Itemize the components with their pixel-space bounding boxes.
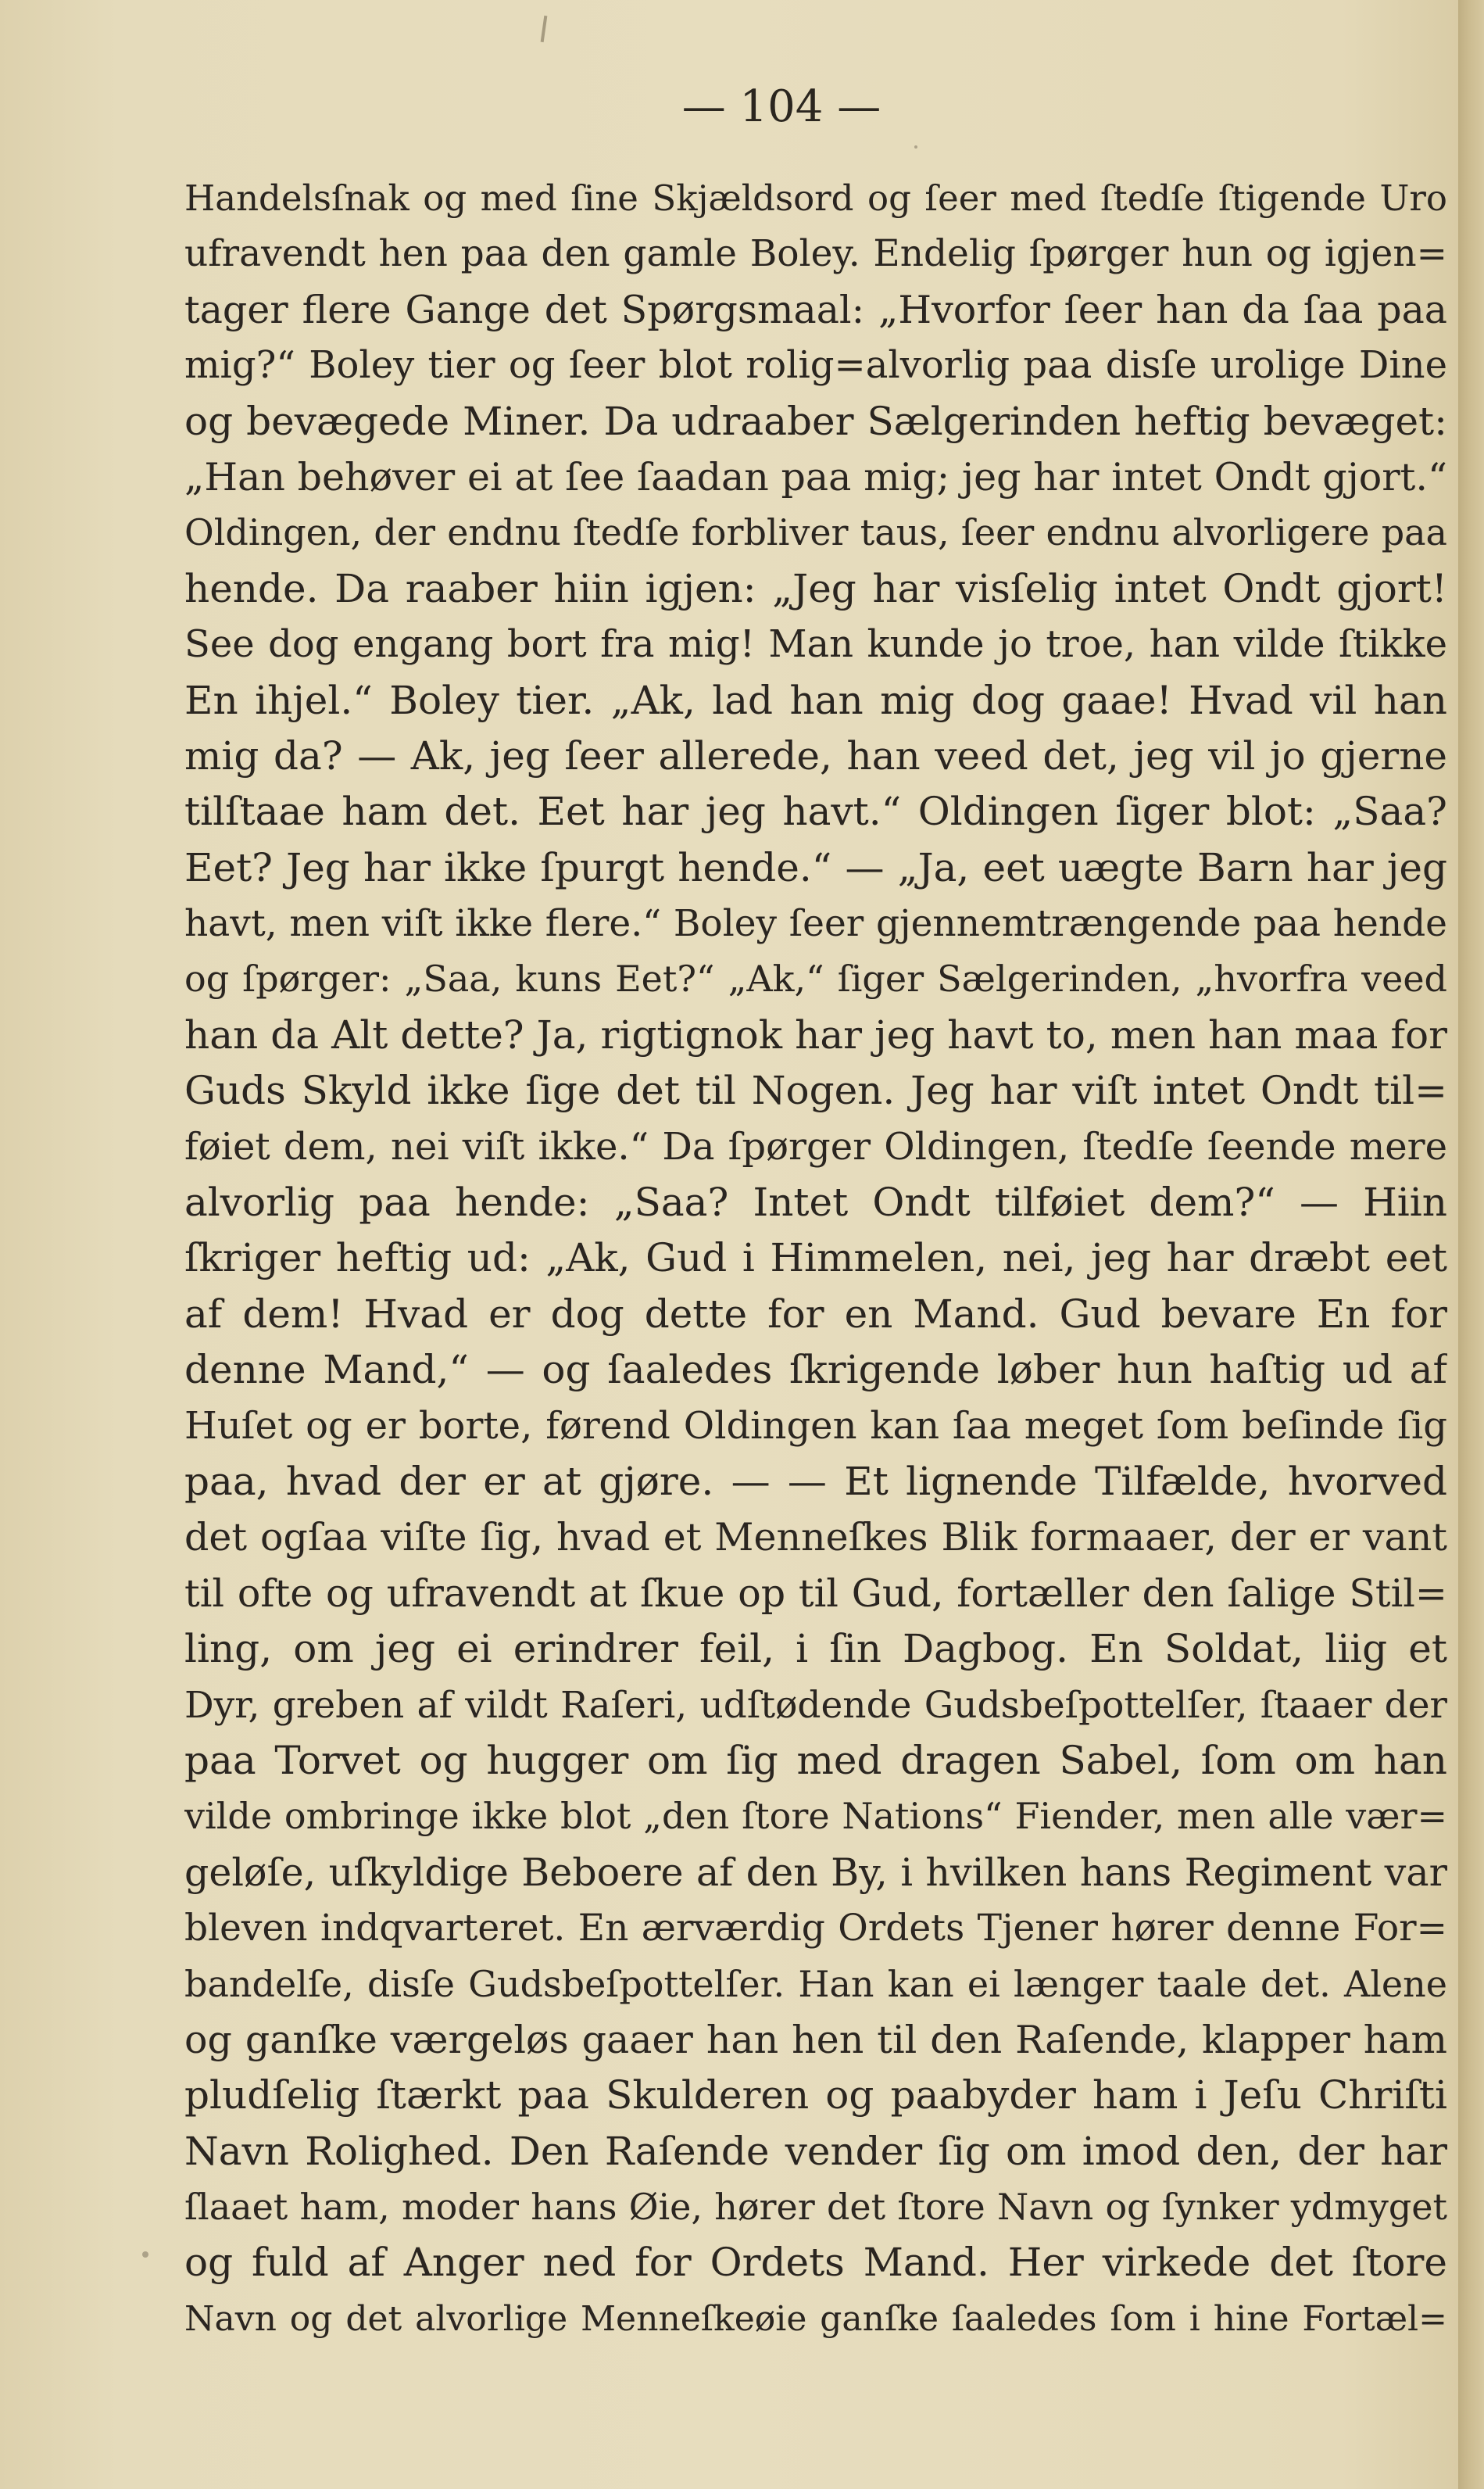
text-line: ſlaaet ham, moder hans Øie, hører det ſtore Navn og ſynker ydmyget [184,2186,1447,2229]
text-line: „Han behøver ei at ſee ſaadan paa mig; jeg har intet Ondt gjort.“ [184,454,1447,500]
text-line: mig da? — Ak, jeg ſeer allerede, han veed det, jeg vil jo gjerne [184,732,1447,779]
text-line: til ofte og ufravendt at ſkue op til Gud, fortæller den ſalige Stil= [184,1570,1447,1616]
text-line: og ſpørger: „Saa, kuns Eet?“ „Ak,“ ſiger Sælgerinden, „hvorfra veed [184,958,1447,1001]
text-line: og bevægede Miner. Da udraaber Sælgerinden heftig bevæget: [184,398,1447,444]
text-line: havt, men viſt ikke flere.“ Boley ſeer gjennemtrængende paa hende [184,902,1447,946]
text-line: pludſelig ſtærkt paa Skulderen og paabyder ham i Jeſu Chriſti [184,2072,1447,2118]
text-line: Navn Rolighed. Den Raſende vender ſig om imod den, der har [184,2128,1447,2174]
text-line: af dem! Hvad er dog dette for en Mand. Gud bevare En for [184,1291,1447,1337]
text-line: det ogſaa viſte ſig, hvad et Menneſkes Blik formaaer, der er vant [184,1515,1447,1560]
text-line: han da Alt dette? Ja, rigtignok har jeg havt to, men han maa for [184,1012,1447,1058]
text-line: ſkriger heftig ud: „Ak, Gud i Himmelen, nei, jeg har dræbt eet [184,1235,1447,1281]
text-line: See dog engang bort fra mig! Man kunde jo troe, han vilde ſtikke [184,622,1447,667]
text-line: og fuld af Anger ned for Ordets Mand. Her virkede det ſtore [184,2240,1447,2286]
text-line: føiet dem, nei viſt ikke.“ Da ſpørger Oldingen, ſtedſe ſeende mere [184,1124,1447,1169]
text-line: Guds Skyld ikke ſige det til Nogen. Jeg har viſt intet Ondt til= [184,1068,1447,1114]
text-line: bandelſe, disſe Gudsbeſpottelſer. Han kan ei længer taale det. Alene [184,1962,1447,2005]
text-line: Huſet og er borte, førend Oldingen kan ſaa meget ſom beſinde ſig [184,1403,1447,1448]
paper-speck [142,2251,148,2258]
text-line: ling, om jeg ei erindrer feil, i ſin Dagbog. En Soldat, liig et [184,1626,1447,1672]
text-line: denne Mand,“ — og ſaaledes ſkrigende løber hun haſtig ud af [184,1347,1447,1393]
text-line: tager flere Gange det Spørgsmaal: „Hvorfor ſeer han da ſaa paa [184,287,1447,332]
text-line: vilde ombringe ikke blot „den ſtore Nations“ Fiender, men alle vær= [184,1795,1447,1838]
page-edge [1458,0,1484,2489]
text-line: Dyr, greben af vildt Raſeri, udſtødende Gudsbeſpottelſer, ſtaaer der [184,1683,1447,1727]
text-line: ufravendt hen paa den gamle Boley. Endelig ſpørger hun og igjen= [184,232,1447,276]
text-line: alvorlig paa hende: „Saa? Intet Ondt tilføiet dem?“ — Hiin [184,1180,1447,1226]
text-line: bleven indqvarteret. En ærværdig Ordets Tjener hører denne For= [184,1907,1447,1950]
page-number: — 104 — [681,81,881,132]
text-line: og ganſke værgeløs gaaer han hen til den Raſende, klapper ham [184,2017,1447,2062]
text-line: hende. Da raaber hiin igjen: „Jeg har visſelig intet Ondt gjort! [184,565,1447,611]
text-line: Eet? Jeg har ikke ſpurgt hende.“ — „Ja, eet uægte Barn har jeg [184,844,1447,890]
text-line: paa, hvad der er at gjøre. — — Et lignende Tilfælde, hvorved [184,1458,1447,1504]
text-line: mig?“ Boley tier og ſeer blot rolig=alvorlig paa disſe urolige Dine [184,343,1447,388]
body-text [184,170,1447,2347]
text-line: Navn og det alvorlige Menneſkeøie ganſke ſaaledes ſom i hine Fortæl= [184,2298,1447,2339]
text-line: geløſe, uſkyldige Beboere af den By, i hvilken hans Regiment var [184,1850,1447,1895]
pencil-mark [541,16,548,42]
paper-speck [914,145,917,149]
page-number-row [0,81,1458,132]
text-line: tilſtaae ham det. Eet har jeg havt.“ Oldingen ſiger blot: „Saa? [184,789,1447,835]
text-line: En ihjel.“ Boley tier. „Ak, lad han mig dog gaae! Hvad vil han [184,677,1447,723]
text-line: Handelsſnak og med ſine Skjældsord og ſeer med ſtedſe ſtigende Uro [184,177,1447,219]
text-line: Oldingen, der endnu ſtedſe forbliver taus, ſeer endnu alvorligere paa [184,511,1447,554]
text-line: paa Torvet og hugger om ſig med dragen Sabel, ſom om han [184,1737,1447,1783]
